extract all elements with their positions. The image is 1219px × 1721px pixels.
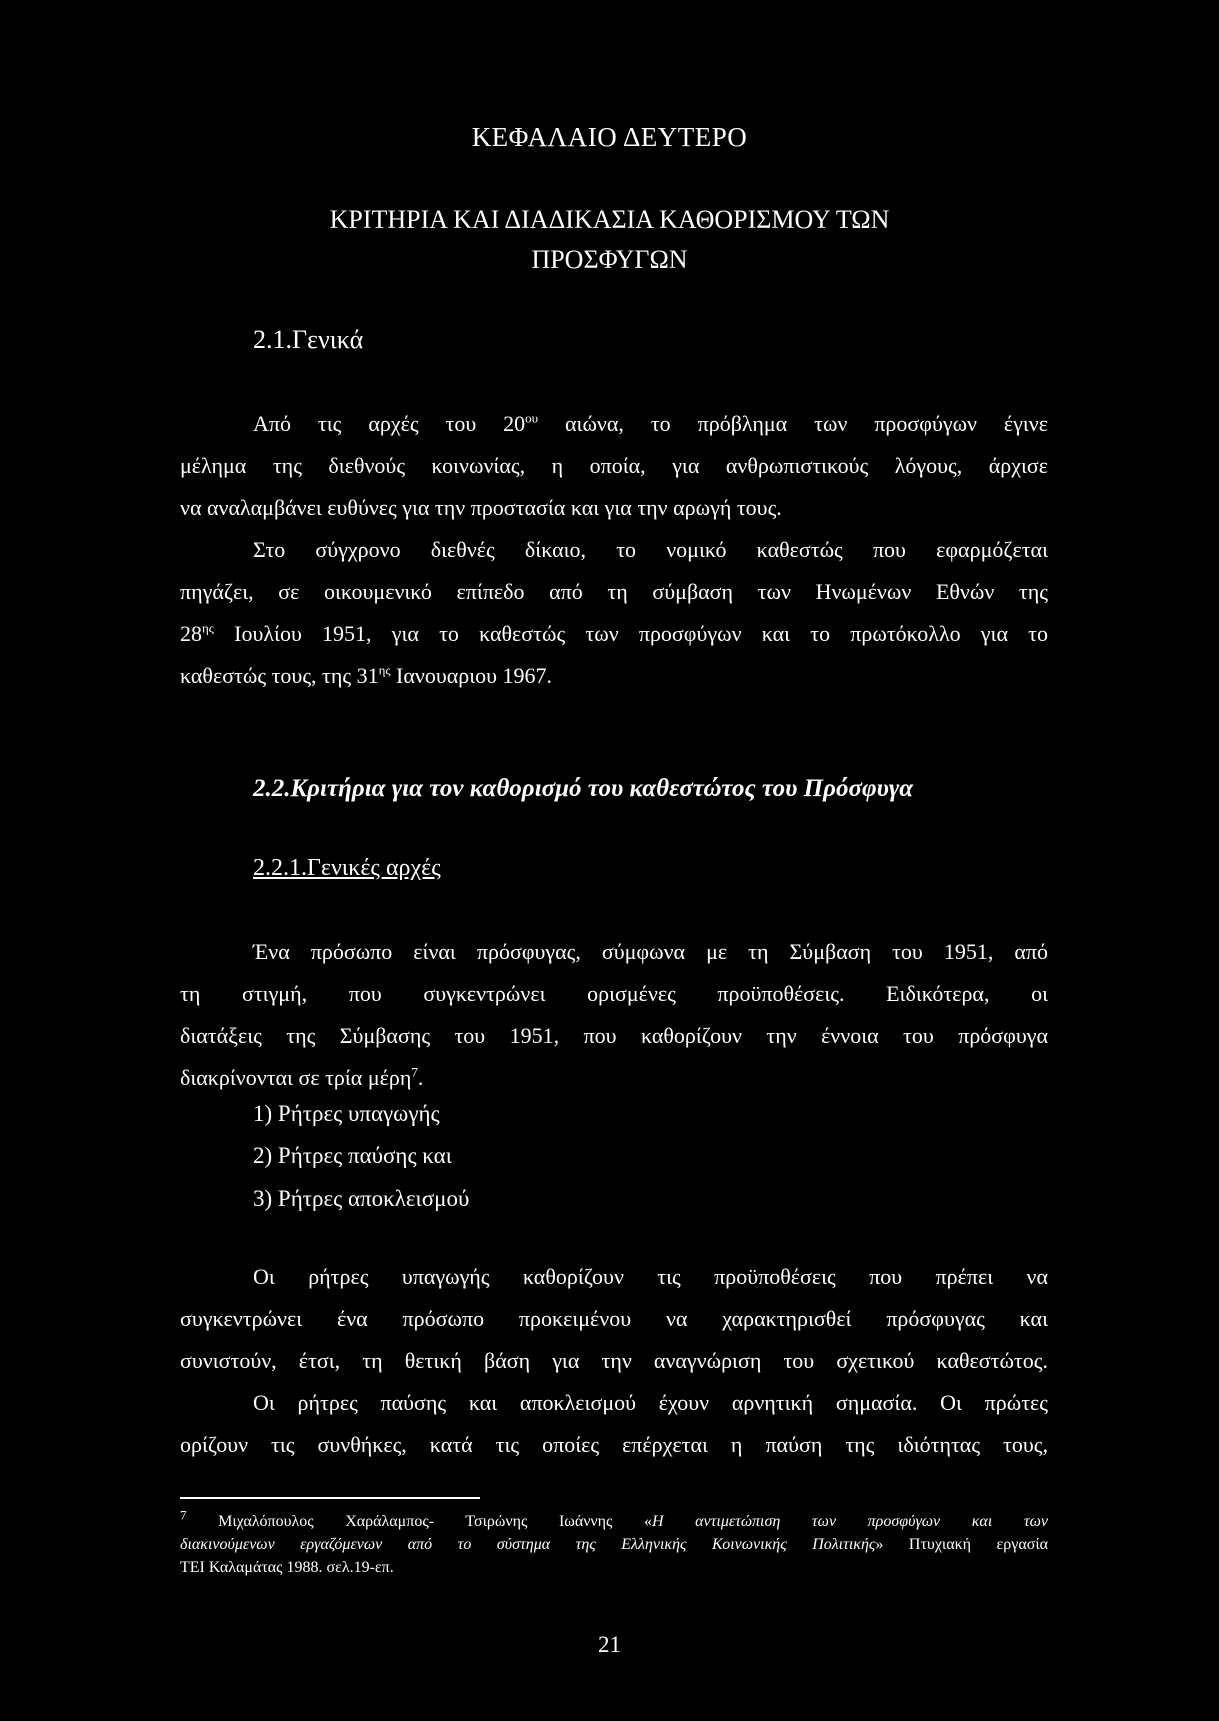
list-item: 3) Ρήτρες αποκλεισμού bbox=[253, 1186, 470, 1211]
paragraph-line: διακρίνονται σε τρία μέρη$^7$. bbox=[180, 1064, 424, 1090]
footnote-line: $^7$ Μιχαλόπουλος Χαράλαμπος- Τσιρώνης Ιωάννης «Η αντιμετώπιση των προσφύγων και των bbox=[180, 1507, 1049, 1530]
paragraph-line: συνιστούν, έτσι, τη θετική βάση για την αναγνώριση του σχετικού καθεστώτος. bbox=[180, 1348, 1048, 1373]
paragraph-line: συγκεντρώνει ένα πρόσωπο προκειμένου να χαρακτηρισθεί πρόσφυγας και bbox=[180, 1306, 1048, 1331]
paragraph-line: τη στιγμή, που συγκεντρώνει ορισμένες προϋποθέσεις. Ειδικότερα, οι bbox=[180, 981, 1048, 1006]
paragraph-line: Ένα πρόσωπο είναι πρόσφυγας, σύμφωνα με τη Σύμβαση του 1951, από bbox=[253, 939, 1048, 964]
paragraph-line: Στο σύγχρονο διεθνές δίκαιο, το νομικό καθεστώς που εφαρμόζεται bbox=[253, 537, 1048, 562]
section-heading-2-2: 2.2.Κριτήρια για τον καθορισμό του καθεστώτος του Πρόσφυγα bbox=[253, 775, 914, 802]
paragraph-line: Από τις αρχές του $20^{o\upsilon}$ αιώνα, το πρόβλημα των προσφύγων έγινε bbox=[253, 410, 1048, 436]
chapter-title-line-2: ΠΡΟΣΦΥΓΩΝ bbox=[531, 245, 688, 274]
paragraph-line: Οι ρήτρες παύσης και αποκλεισμού έχουν αρνητική σημασία. Οι πρώτες bbox=[253, 1390, 1048, 1415]
list-item: 1) Ρήτρες υπαγωγής bbox=[253, 1101, 440, 1126]
section-heading-2-1: 2.1.Γενικά bbox=[253, 325, 364, 354]
paragraph-line: διατάξεις της Σύμβασης του 1951, που καθορίζουν την έννοια του πρόσφυγα bbox=[180, 1023, 1048, 1048]
page-number: 21 bbox=[598, 1632, 621, 1657]
paragraph-line: να αναλαμβάνει ευθύνες για την προστασία και για την αρωγή τους. bbox=[180, 495, 782, 520]
paragraph-line: ορίζουν τις συνθήκες, κατά τις οποίες επέρχεται η παύση της ιδιότητας τους, bbox=[180, 1432, 1048, 1457]
section-heading-2-2-1: 2.2.1.Γενικές αρχές bbox=[253, 855, 441, 881]
paragraph-line: μέλημα της διεθνούς κοινωνίας, η οποία, για ανθρωπιστικούς λόγους, άρχισε bbox=[180, 453, 1048, 478]
footnote-line: διακινούμενων εργαζόμενων από το σύστημα της Ελληνικής Κοινωνικής Πολιτικής» Πτυχιακή εργασία bbox=[180, 1536, 1049, 1553]
list-item: 2) Ρήτρες παύσης και bbox=[253, 1143, 452, 1168]
chapter-title-line-1: ΚΡΙΤΗΡΙΑ ΚΑΙ ΔΙΑΔΙΚΑΣΙΑ ΚΑΘΟΡΙΣΜΟΥ ΤΩΝ bbox=[329, 205, 890, 234]
paragraph-line: $28^{\eta\varsigma}$ Ιουλίου 1951, για το καθεστώς των προσφύγων και το πρωτόκολλο για το bbox=[180, 620, 1048, 646]
footnote-line: ΤΕΙ Καλαμάτας 1988. σελ.19-επ. bbox=[180, 1559, 394, 1576]
paragraph-line: πηγάζει, σε οικουμενικό επίπεδο από τη σύμβαση των Ηνωμένων Εθνών της bbox=[180, 579, 1048, 604]
paragraph-line: καθεστώς τους, της $31^{\eta\varsigma}$ Ιανουαριου 1967. bbox=[180, 662, 553, 688]
footnote-reference: 7 bbox=[411, 1064, 418, 1080]
chapter-heading: ΚΕΦΑΛΑΙΟ ΔΕΥΤΕΡΟ bbox=[471, 122, 748, 152]
footnote-separator bbox=[180, 1497, 480, 1499]
paragraph-line: Οι ρήτρες υπαγωγής καθορίζουν τις προϋποθέσεις που πρέπει να bbox=[253, 1264, 1048, 1289]
